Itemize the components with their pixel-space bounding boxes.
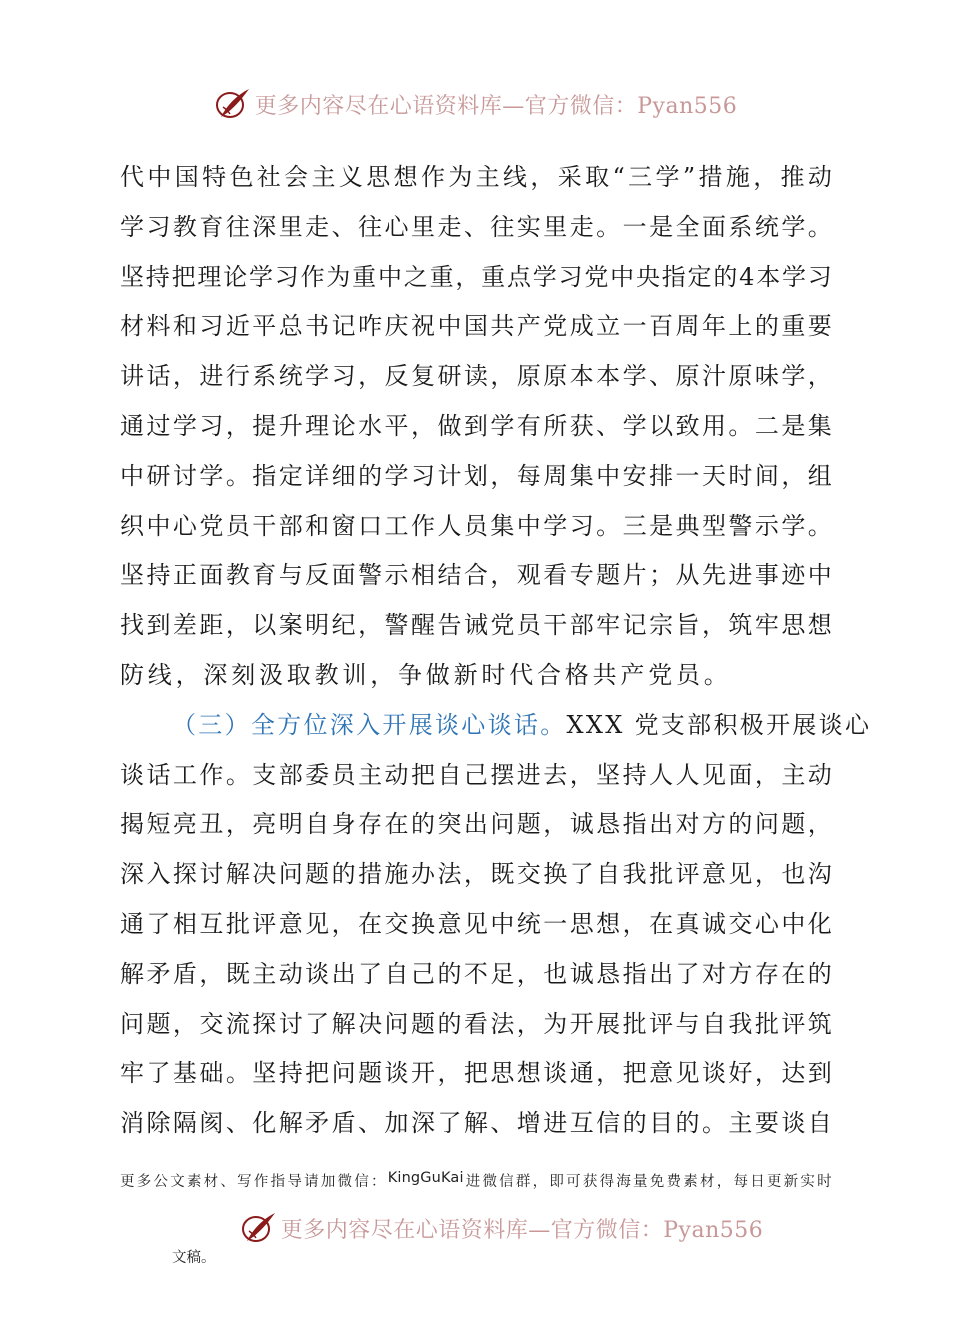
section3-first-line-rest: XXX 党支部积极开展谈心 bbox=[566, 710, 872, 739]
watermark-footer bbox=[26, 1208, 976, 1248]
text-line: 坚 持 正 面 教 育 与 反 面 警 示 相 结 合 ， 观 看 专 题 片 ； 从 先 进 事 迹 中 bbox=[120, 561, 832, 590]
text-line: 中 研 讨 学 。 指 定 详 细 的 学 习 计 划 ， 每 周 集 中 安 排 一 天 时 间 ， 组 bbox=[120, 461, 832, 490]
text-line: 问 题 ， 交 流 探 讨 了 解 决 问 题 的 看 法 ， 为 开 展 批 评 与 自 我 批 评 筑 bbox=[120, 1009, 832, 1038]
document-body bbox=[120, 153, 872, 1149]
text-line: 坚 持 把 理 论 学 习 作 为 重 中 之 重 ， 重 点 学 习 党 中 央 指 定 的 4 本 学 习 bbox=[120, 262, 832, 291]
section3-first-line bbox=[120, 701, 872, 751]
text-line: 织 中 心 党 员 干 部 和 窗 口 工 作 人 员 集 中 学 习 。 三 是 典 型 警 示 学 。 bbox=[120, 511, 832, 540]
watermark-text: 更多内容尽在心语资料库—官方微信：Pyan556 bbox=[254, 93, 738, 119]
text-line: 材 料 和 习 近 平 总 书 记 咋 庆 祝 中 国 共 产 党 成 立 一 百 周 年 上 的 重 要 bbox=[120, 312, 832, 341]
text-line: 解 矛 盾 ， 既 主 动 谈 出 了 自 己 的 不 足 ， 也 诚 恳 指 出 了 对 方 存 在 的 bbox=[120, 959, 832, 988]
text-line: 牢 了 基 础 。 坚 持 把 问 题 谈 开 ， 把 思 想 谈 通 ， 把 意 见 谈 好 ， 达 到 bbox=[120, 1059, 832, 1088]
footer-note bbox=[120, 1170, 832, 1191]
footer-tail: 文稿。 bbox=[172, 1250, 216, 1266]
text-line: 代 中 国 特 色 社 会 主 义 思 想 作 为 主 线 ， 采 取 “ 三 学 ” 措 施 ， 推 动 bbox=[120, 163, 832, 191]
quill-logo-icon bbox=[239, 1211, 277, 1245]
watermark-header bbox=[0, 84, 950, 124]
section3-heading: （三）全方位深入开展谈心谈话。 bbox=[172, 710, 567, 739]
text-line: 通 了 相 互 批 评 意 见 ， 在 交 换 意 见 中 统 一 思 想 ， 在 真 诚 交 心 中 化 bbox=[120, 909, 832, 938]
text-line: 讲 话 ， 进 行 系 统 学 习 ， 反 复 研 读 ， 原 原 本 本 学 、 原 汁 原 味 学 ， bbox=[120, 362, 832, 391]
footer-note-text: 更 多 公 文 素 材 、 写 作 指 导 请 加 微 信 ： KingGuKai 进 微 信 群 ， 即 可 获 得 海 量 免 费 素 材 ， 每 日 更 新 实 时 bbox=[120, 1170, 832, 1190]
paragraph-1 bbox=[120, 153, 832, 701]
text-line: 通 过 学 习 ， 提 升 理 论 水 平 ， 做 到 学 有 所 获 、 学 以 致 用 。 二 是 集 bbox=[120, 411, 832, 440]
paragraph-section3 bbox=[120, 751, 832, 1149]
text-line: 揭 短 亮 丑 ， 亮 明 自 身 存 在 的 突 出 问 题 ， 诚 恳 指 出 对 方 的 问 题 ， bbox=[120, 810, 832, 839]
text-line: 学 习 教 育 往 深 里 走 、 往 心 里 走 、 往 实 里 走 。 一 是 全 面 系 统 学 。 bbox=[120, 212, 832, 241]
text-line: 找 到 差 距 ， 以 案 明 纪 ， 警 醒 告 诫 党 员 干 部 牢 记 宗 旨 ， 筑 牢 思 想 bbox=[120, 611, 832, 640]
text-line: 防线，深刻汲取教训，争做新时代合格共产党员。 bbox=[120, 660, 732, 689]
text-line: 深 入 探 讨 解 决 问 题 的 措 施 办 法 ， 既 交 换 了 自 我 批 评 意 见 ， 也 沟 bbox=[120, 860, 832, 889]
watermark-text: 更多内容尽在心语资料库—官方微信：Pyan556 bbox=[280, 1217, 764, 1243]
text-line: 消 除 隔 阂 、 化 解 矛 盾 、 加 深 了 解 、 增 进 互 信 的 目 的 。 主 要 谈 自 bbox=[120, 1109, 832, 1138]
text-line: 谈 话 工 作 。 支 部 委 员 主 动 把 自 己 摆 进 去 ， 坚 持 人 人 见 面 ， 主 动 bbox=[120, 760, 832, 789]
quill-logo-icon bbox=[213, 87, 251, 121]
